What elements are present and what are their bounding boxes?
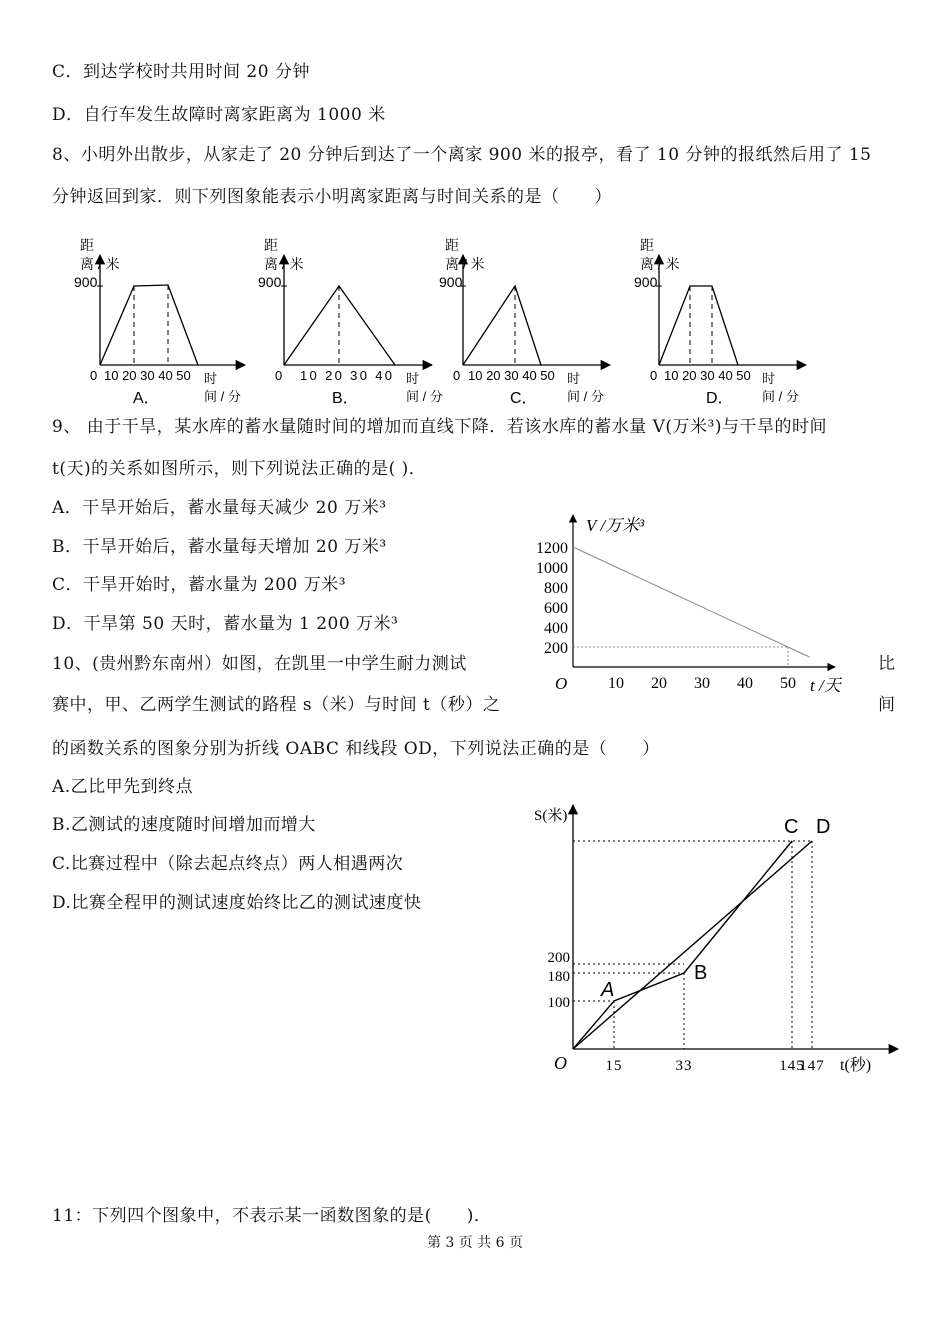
q9-stem-line-1: 9、 由于干旱，某水库的蓄水量随时间的增加而直线下降．若该水库的蓄水量 V(万米³)与干旱的时间 bbox=[52, 417, 827, 437]
graph-b-x-ticks: 10 20 30 40 bbox=[300, 368, 392, 383]
q10-option-c: C.比赛过程中（除去起点终点）两人相遇两次 bbox=[52, 854, 404, 874]
q9-x-tick-30: 30 bbox=[694, 675, 710, 692]
graph-d-y-tick-900: 900 bbox=[634, 274, 658, 290]
graph-c-x-ticks: 10 20 30 40 50 bbox=[468, 368, 555, 383]
graph-d-letter: D． bbox=[706, 390, 734, 407]
q10-option-d: D.比赛全程甲的测试速度始终比乙的测试速度快 bbox=[52, 893, 422, 913]
q9-origin: O bbox=[555, 674, 568, 693]
q9-y-axis-label: V /万米³ bbox=[586, 516, 645, 535]
q8-graph-d bbox=[634, 237, 806, 407]
q10-x-axis-label: t(秒) bbox=[840, 1057, 872, 1074]
graph-b-y-label-bottom: 离 / 米 bbox=[264, 256, 304, 272]
q9-stem-line-2: t(天)的关系如图所示，则下列说法正确的是( )． bbox=[52, 459, 427, 479]
q10-y-tick-100: 100 bbox=[547, 995, 570, 1011]
q10-x-tick-33: 33 bbox=[675, 1058, 693, 1074]
q10-stem-line-3: 的函数关系的图象分别为折线 OABC 和线段 OD，下列说法正确的是（ ） bbox=[52, 739, 660, 759]
q10-stem-line-2-end: 间 bbox=[878, 695, 896, 715]
graph-c-y-label-top: 距 bbox=[445, 237, 459, 253]
graph-c-y-label-bottom: 离 / 米 bbox=[445, 256, 485, 272]
graph-b-origin: 0 bbox=[275, 368, 283, 383]
q10-x-tick-147: 147 bbox=[799, 1058, 825, 1074]
graph-c-letter: C． bbox=[510, 390, 538, 407]
q10-stem-line-1-end: 比 bbox=[878, 654, 896, 674]
q10-y-tick-180: 180 bbox=[547, 969, 570, 985]
graph-a-y-label-top: 距 bbox=[80, 237, 94, 253]
q9-x-axis-label: t /天 bbox=[810, 676, 841, 695]
q9-x-tick-20: 20 bbox=[651, 675, 667, 692]
graph-a-y-label-bottom: 离 / 米 bbox=[80, 256, 120, 272]
q11-stem: 11：下列四个图象中，不表示某一函数图象的是( )． bbox=[52, 1206, 492, 1226]
graph-c-y-tick-900: 900 bbox=[439, 274, 463, 290]
q9-y-tick-1000: 1000 bbox=[536, 560, 568, 577]
graph-d-y-label-top: 距 bbox=[640, 237, 654, 253]
q10-point-label-b: B bbox=[694, 962, 708, 984]
q10-stem-line-1: 10、(贵州黔东南州）如图，在凯里一中学生耐力测试 bbox=[52, 654, 467, 674]
q10-y-axis-label: S(米) bbox=[534, 808, 568, 824]
q9-x-tick-10: 10 bbox=[608, 675, 624, 692]
q10-option-b: B.乙测试的速度随时间增加而增大 bbox=[52, 815, 316, 835]
q10-point-label-a: A bbox=[601, 979, 615, 1001]
q9-chart bbox=[530, 505, 860, 700]
q10-stem-line-2: 赛中，甲、乙两学生测试的路程 s（米）与时间 t（秒）之 bbox=[52, 695, 501, 715]
graph-b-x-label-top: 时 bbox=[406, 371, 420, 386]
graph-d-x-label-bottom: 间 / 分 bbox=[762, 389, 799, 404]
q9-y-tick-1200: 1200 bbox=[536, 540, 568, 557]
graph-b-y-tick-900: 900 bbox=[258, 274, 282, 290]
q9-y-tick-400: 400 bbox=[544, 620, 568, 637]
q8-graph-b bbox=[258, 237, 443, 407]
q8-stem-line-1: 8、小明外出散步，从家走了 20 分钟后到达了一个离家 900 米的报亭，看了 10 分钟的报纸然后用了 15 bbox=[52, 145, 872, 165]
q10-point-label-d: D bbox=[816, 816, 831, 838]
q9-x-tick-50: 50 bbox=[780, 675, 796, 692]
graph-a-x-ticks: 10 20 30 40 50 bbox=[104, 368, 191, 383]
page-footer: 第 3 页 共 6 页 bbox=[426, 1235, 524, 1251]
q8-stem-line-2: 分钟返回到家．则下列图象能表示小明离家距离与时间关系的是（ ） bbox=[52, 187, 612, 207]
graph-b-letter: B． bbox=[332, 390, 359, 407]
q9-option-d: D．干旱第 50 天时，蓄水量为 1 200 万米³ bbox=[52, 614, 399, 634]
graph-a-origin: 0 bbox=[90, 368, 98, 383]
q8-graphs bbox=[0, 225, 950, 415]
graph-c-origin: 0 bbox=[453, 368, 461, 383]
q10-chart bbox=[520, 795, 910, 1085]
q10-series-oabc bbox=[573, 841, 792, 1049]
q9-series-line bbox=[573, 547, 810, 657]
q10-point-label-c: C bbox=[784, 816, 799, 838]
q10-x-tick-145: 145 bbox=[779, 1058, 805, 1074]
q8-graph-a bbox=[74, 237, 245, 407]
graph-b-y-label-top: 距 bbox=[264, 237, 278, 253]
q9-y-tick-800: 800 bbox=[544, 580, 568, 597]
q9-option-b: B．干旱开始后，蓄水量每天增加 20 万米³ bbox=[52, 537, 387, 557]
graph-d-x-ticks: 10 20 30 40 50 bbox=[664, 368, 751, 383]
q7-option-c: C．到达学校时共用时间 20 分钟 bbox=[52, 62, 310, 82]
q10-x-tick-15: 15 bbox=[605, 1058, 623, 1074]
graph-a-x-label-bottom: 间 / 分 bbox=[204, 389, 241, 404]
q7-option-d: D．自行车发生故障时离家距离为 1000 米 bbox=[52, 105, 386, 125]
q10-origin: O bbox=[554, 1053, 567, 1073]
graph-d-y-label-bottom: 离 / 米 bbox=[640, 256, 680, 272]
graph-a-x-label-top: 时 bbox=[204, 371, 218, 386]
q10-y-tick-200: 200 bbox=[547, 950, 570, 966]
q10-series-od bbox=[573, 841, 812, 1049]
q10-option-a: A.乙比甲先到终点 bbox=[52, 777, 194, 797]
graph-a-letter: A． bbox=[133, 390, 160, 407]
graph-d-x-label-top: 时 bbox=[762, 371, 776, 386]
q9-x-tick-40: 40 bbox=[737, 675, 753, 692]
q9-option-a: A．干旱开始后，蓄水量每天减少 20 万米³ bbox=[52, 498, 387, 518]
graph-d-origin: 0 bbox=[650, 368, 658, 383]
q9-y-tick-200: 200 bbox=[544, 640, 568, 657]
graph-c-x-label-bottom: 间 / 分 bbox=[567, 389, 604, 404]
graph-a-y-tick-900: 900 bbox=[74, 274, 98, 290]
q8-graph-c bbox=[439, 237, 610, 407]
graph-b-x-label-bottom: 间 / 分 bbox=[406, 389, 443, 404]
q9-option-c: C．干旱开始时，蓄水量为 200 万米³ bbox=[52, 575, 347, 595]
graph-c-x-label-top: 时 bbox=[567, 371, 581, 386]
q9-y-tick-600: 600 bbox=[544, 600, 568, 617]
